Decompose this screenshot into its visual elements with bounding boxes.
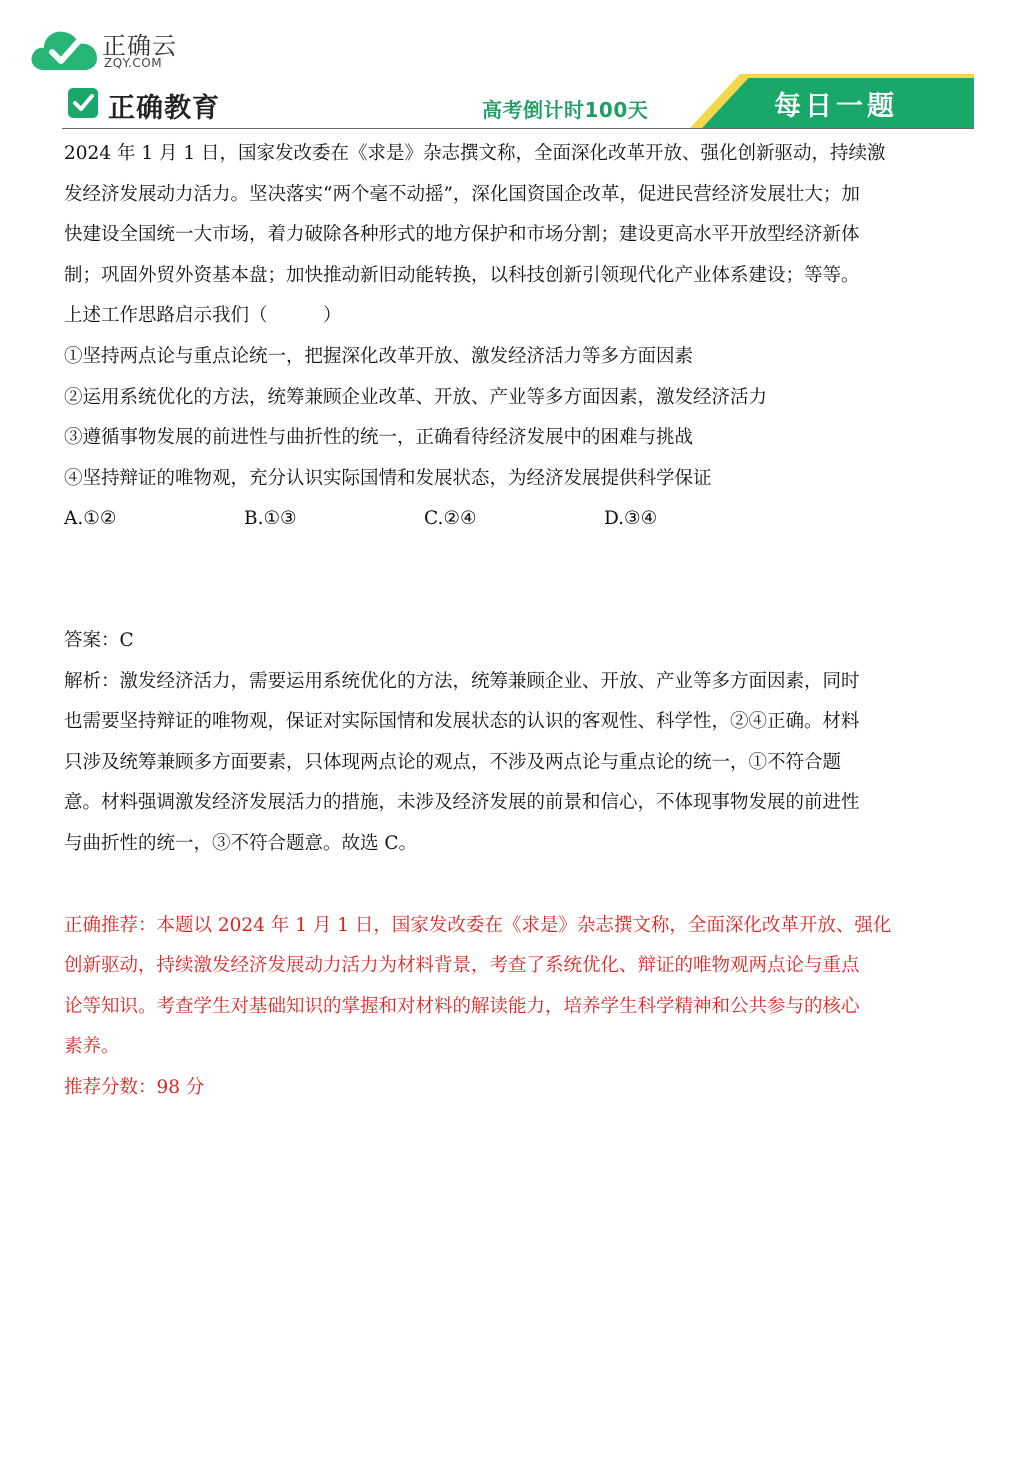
page-header	[62, 74, 974, 132]
cloud-check-icon	[30, 26, 100, 72]
recommendation-line: 正确推荐：本题以 2024 年 1 月 1 日，国家发改委在《求是》杂志撰文称，全面深化改革开放、强化	[64, 914, 892, 936]
recommendation-score: 推荐分数：98 分	[64, 1076, 205, 1098]
analysis-line: 也需要坚持辩证的唯物观，保证对实际国情和发展状态的认识的客观性、科学性，②④正确。材料	[64, 711, 860, 733]
choice-a: A.①②	[64, 508, 117, 530]
question-content	[64, 134, 974, 1108]
statement-4: ④坚持辩证的唯物观，充分认识实际国情和发展状态，为经济发展提供科学保证	[64, 467, 712, 489]
header-title: 正确教育	[108, 93, 220, 124]
question-stem-line: 发经济发展动力活力。坚决落实“两个毫不动摇”，深化国资国企改革，促进民营经济发展壮大；加	[64, 183, 860, 205]
brand-domain: ZQY.COM	[104, 56, 163, 70]
countdown-label: 高考倒计时100天	[482, 98, 649, 122]
choice-c: C.②④	[424, 508, 477, 530]
question-stem-line: 快建设全国统一大市场，着力破除各种形式的地方保护和市场分割；建设更高水平开放型经济新体	[64, 224, 860, 246]
analysis-line: 与曲折性的统一，③不符合题意。故选 C。	[64, 832, 418, 854]
statement-1: ①坚持两点论与重点论统一，把握深化改革开放、激发经济活力等多方面因素	[64, 345, 694, 367]
answer-label: 答案：C	[64, 629, 134, 651]
question-stem-line: 制；巩固外贸外资基本盘；加快推动新旧动能转换，以科技创新引领现代化产业体系建设；等等。	[64, 264, 860, 286]
answer-choices	[64, 499, 974, 540]
recommendation-line: 素养。	[64, 1036, 120, 1058]
recommendation-line: 创新驱动，持续激发经济发展动力活力为材料背景，考查了系统优化、辩证的唯物观两点论与重点	[64, 955, 860, 977]
analysis-line: 只涉及统筹兼顾多方面要素，只体现两点论的观点，不涉及两点论与重点论的统一，①不符合题	[64, 751, 842, 773]
brand-name-cn: 正确云	[102, 32, 177, 60]
statement-2: ②运用系统优化的方法，统筹兼顾企业改革、开放、产业等多方面因素，激发经济活力	[64, 386, 768, 408]
choice-d: D.③④	[604, 508, 658, 530]
analysis-line: 解析：激发经济活力，需要运用系统优化的方法，统筹兼顾企业、开放、产业等多方面因素，同时	[64, 670, 860, 692]
header-divider	[62, 128, 974, 129]
check-icon	[68, 88, 98, 118]
statement-3: ③遵循事物发展的前进性与曲折性的统一，正确看待经济发展中的困难与挑战	[64, 427, 694, 449]
recommendation-line: 论等知识。考查学生对基础知识的掌握和对材料的解读能力，培养学生科学精神和公共参与的核心	[64, 995, 860, 1017]
daily-question-label: 每日一题	[774, 91, 898, 122]
choice-b: B.①③	[244, 508, 297, 530]
zqy-logo	[30, 22, 230, 74]
analysis-line: 意。材料强调激发经济发展活力的措施，未涉及经济发展的前景和信心，不体现事物发展的前进性	[64, 792, 860, 814]
question-prompt: 上述工作思路启示我们（ ）	[64, 305, 342, 327]
question-stem-line: 2024 年 1 月 1 日，国家发改委在《求是》杂志撰文称，全面深化改革开放、强化创新驱动，持续激	[64, 143, 886, 164]
